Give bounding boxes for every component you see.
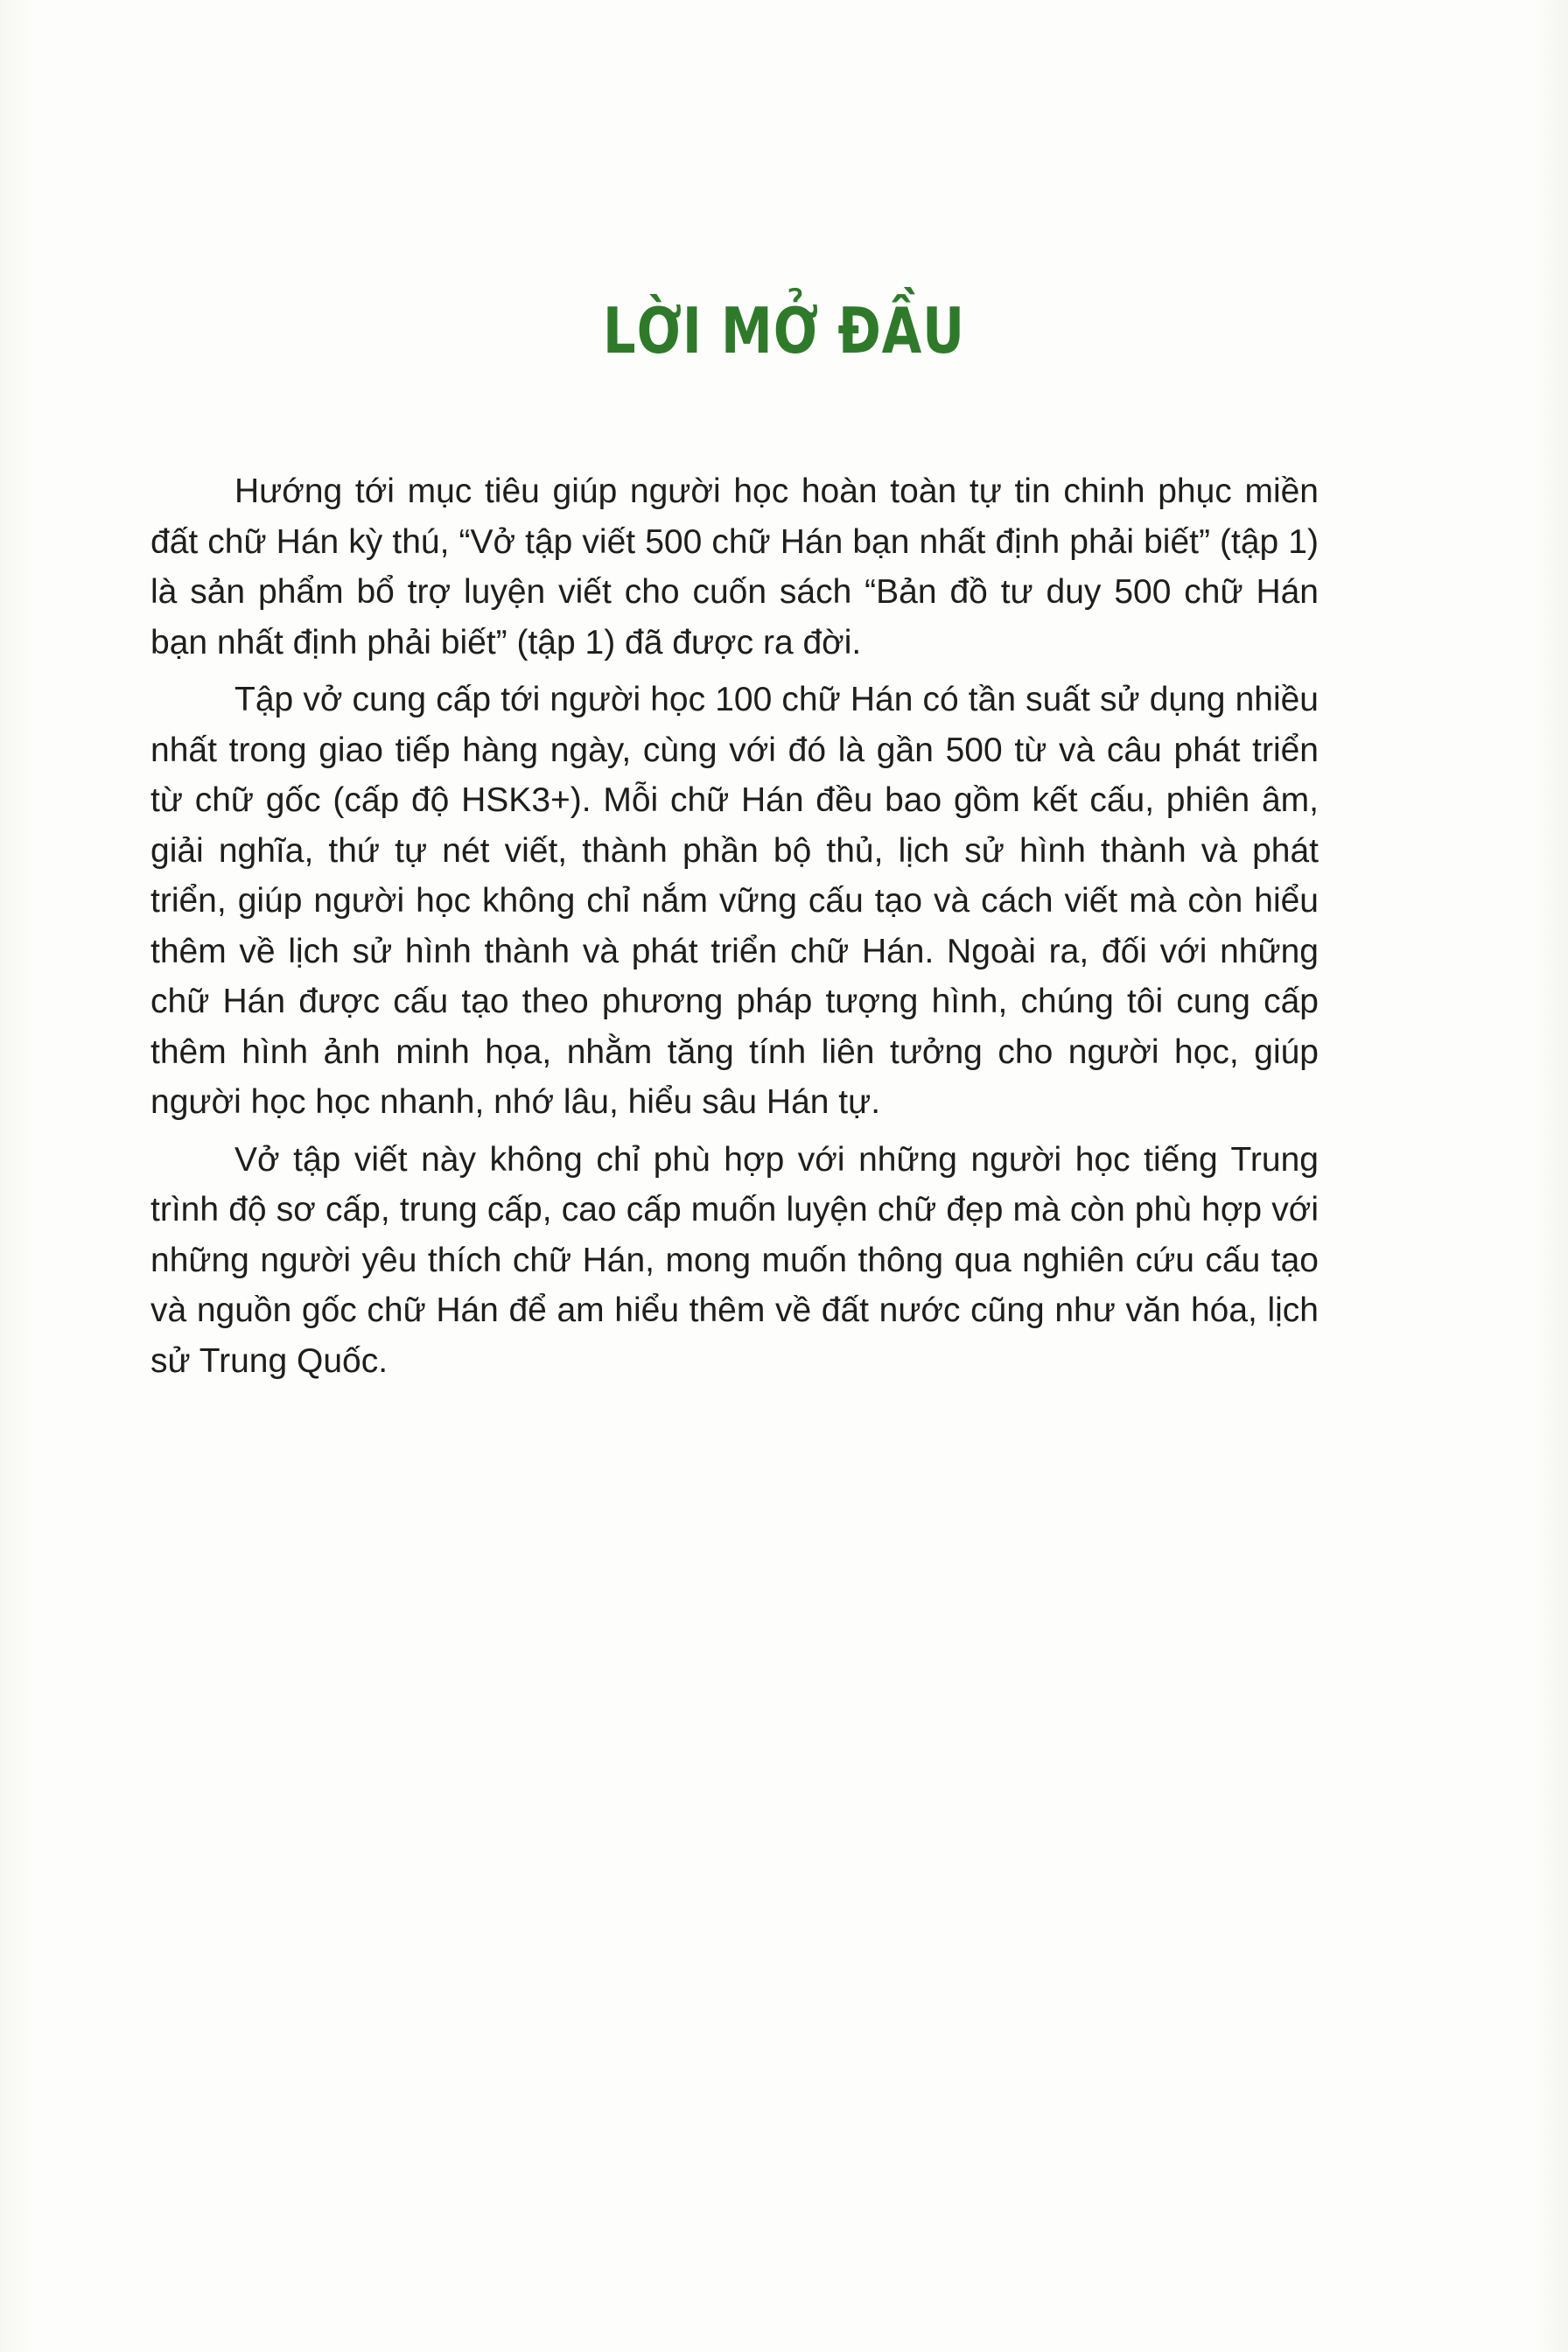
paragraph-2: Tập vở cung cấp tới người học 100 chữ Hán có tần suất sử dụng nhiều nhất trong giao tiếp hàng ngày, cùng với đó là gần 500 từ và câu phát triển từ chữ gốc (cấp độ HSK3+). Mỗi chữ Hán đều bao gồm kết cấu, phiên âm, giải nghĩa, thứ tự nét viết, thành phần bộ thủ, lịch sử hình thành và phát triển, giúp người học không chỉ nắm vững cấu tạo và cách viết mà còn hiểu thêm về lịch sử hình thành và phát triển chữ Hán. Ngoài ra, đối với những chữ Hán được cấu tạo theo phương pháp tượng hình, chúng tôi cung cấp thêm hình ảnh minh họa, nhằm tăng tính liên tưởng cho người học, giúp người học học nhanh, nhớ lâu, hiểu sâu Hán tự. [150, 681, 1319, 1121]
page-title: LỜI MỞ ĐẦU [603, 294, 965, 368]
paragraph-3: Vở tập viết này không chỉ phù hợp với những người học tiếng Trung trình độ sơ cấp, trung cấp, cao cấp muốn luyện chữ đẹp mà còn phù hợp với những người yêu thích chữ Hán, mong muốn thông qua nghiên cứu cấu tạo và nguồn gốc chữ Hán để am hiểu thêm về đất nước cũng như văn hóa, lịch sử Trung Quốc. [150, 1140, 1319, 1380]
preface-body [150, 466, 1319, 1393]
paragraph-1: Hướng tới mục tiêu giúp người học hoàn toàn tự tin chinh phục miền đất chữ Hán kỳ thú, “Vở tập viết 500 chữ Hán bạn nhất định phải biết” (tập 1) là sản phẩm bổ trợ luyện viết cho cuốn sách “Bản đồ tư duy 500 chữ Hán bạn nhất định phải biết” (tập 1) đã được ra đời. [150, 472, 1319, 662]
